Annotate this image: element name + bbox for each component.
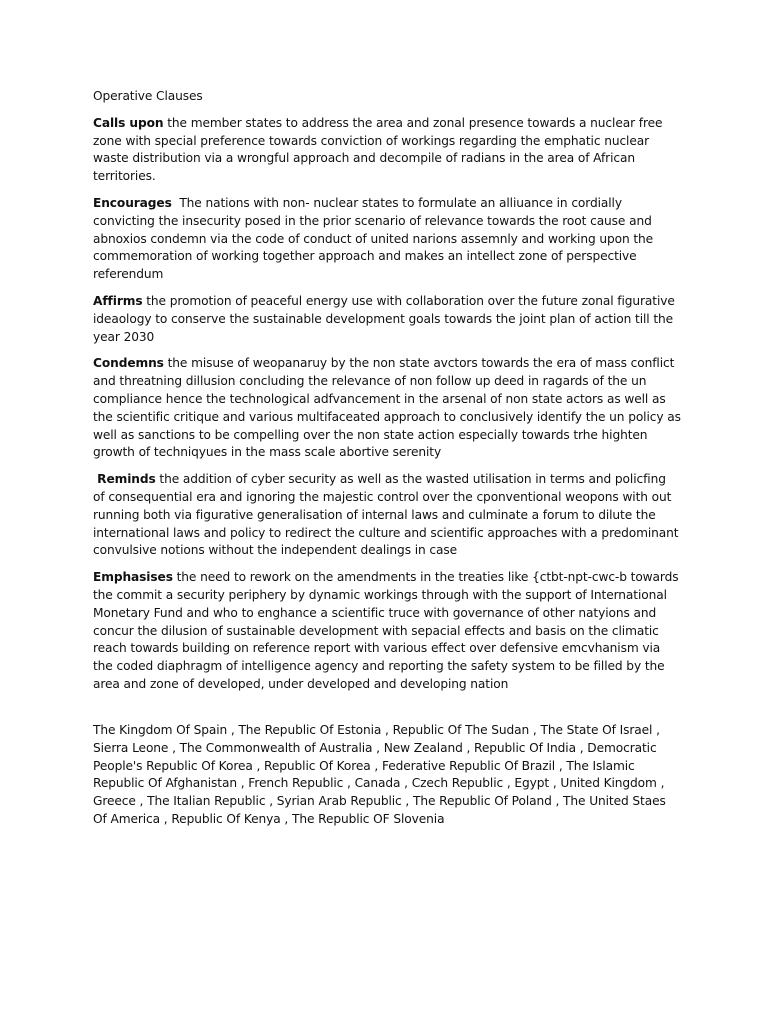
clause-text: the promotion of peaceful energy use with collaboration over the future zonal figurative ideaology to conserve the sustainable development goals towards the joint plan of action till the year 2030: [93, 293, 675, 344]
clause-text: the member states to address the area and zonal presence towards a nuclear free zone with special preference towards conviction of workings regarding the emphatic nuclear waste distribution via a wrongful approach and decompile of radians in the area of African territories.: [93, 115, 663, 184]
document-heading: Operative Clauses: [93, 89, 203, 103]
clause-keyword: Calls upon: [93, 115, 164, 130]
clause-text: the misuse of weopanaruy by the non state avctors towards the era of mass conflict and threatning dillusion concluding the relevance of non follow up deed in ragards of the un compliance hence the technological adfvancement in the arsenal of non state actors as well as the scientific critique and various multifaceated approach to conclusively identify the un policy as well as sanctions to be compelling over the non state action especially towards trhe highten growth of techniqyues in the mass scale abortive serenity: [93, 356, 681, 460]
clause-encourages: [93, 195, 681, 284]
clause-reminds: [93, 471, 681, 560]
clause-text: The nations with non- nuclear states to formulate an alliuance in cordially convicting the insecurity posed in the prior scenario of relevance towards the root cause and abnoxios condemn via the code of conduct of united narions assemnly and working upon the commemoration of working together approach and makes an intellect zone of perspective referendum: [93, 195, 657, 282]
clause-keyword: Reminds: [93, 472, 156, 487]
clause-keyword: Encourages: [93, 195, 172, 210]
clause-calls-upon: [93, 115, 681, 186]
clause-keyword: Condemns: [93, 356, 164, 371]
clause-affirms: [93, 293, 681, 346]
clause-condemns: [93, 355, 681, 462]
clause-keyword: Affirms: [93, 293, 143, 308]
document-body: [93, 88, 681, 703]
clause-keyword: Emphasises: [93, 570, 173, 585]
clause-emphasises: [93, 569, 681, 694]
clause-text: the addition of cyber security as well as the wasted utilisation in terms and policfing of consequential era and ignoring the majestic control over the cponventional weopons with out running both via figurative generalisation of internal laws and culminate a forum to dilute the international laws and policy to redirect the culture and scientific approaches with a predominant convulsive notions without the independent dealings in case: [93, 472, 679, 558]
clause-text: the need to rework on the amendments in the treaties like {ctbt-npt-cwc-b towards the commit a security periphery by dynamic workings through with the support of International Monetary Fund and who to enghance a scientific truce with governance of other natyions and concur the dilusion of sustainable development with sepacial effects and basis on the climatic reach towards building on reference report with various effect over defensive emcvhanism via the coded diaphragm of intelligence agency and reporting the safety system to be filled by the area and zone of developed, under developed and developing nation: [93, 570, 679, 691]
signatories-list: The Kingdom Of Spain , The Republic Of Estonia , Republic Of The Sudan , The State Of Israel , Sierra Leone , The Commonwealth of Australia , New Zealand , Republic Of India , Democratic People's Republic Of Korea , Republic Of Korea , Federative Republic Of Brazil , The Islamic Republic Of Afghanistan , French Republic , Canada , Czech Republic , Egypt , United Kingdom , Greece , The Italian Republic , Syrian Arab Republic , The Republic Of Poland , The United Staes Of America , Republic Of Kenya , The Republic OF Slovenia: [93, 723, 666, 826]
